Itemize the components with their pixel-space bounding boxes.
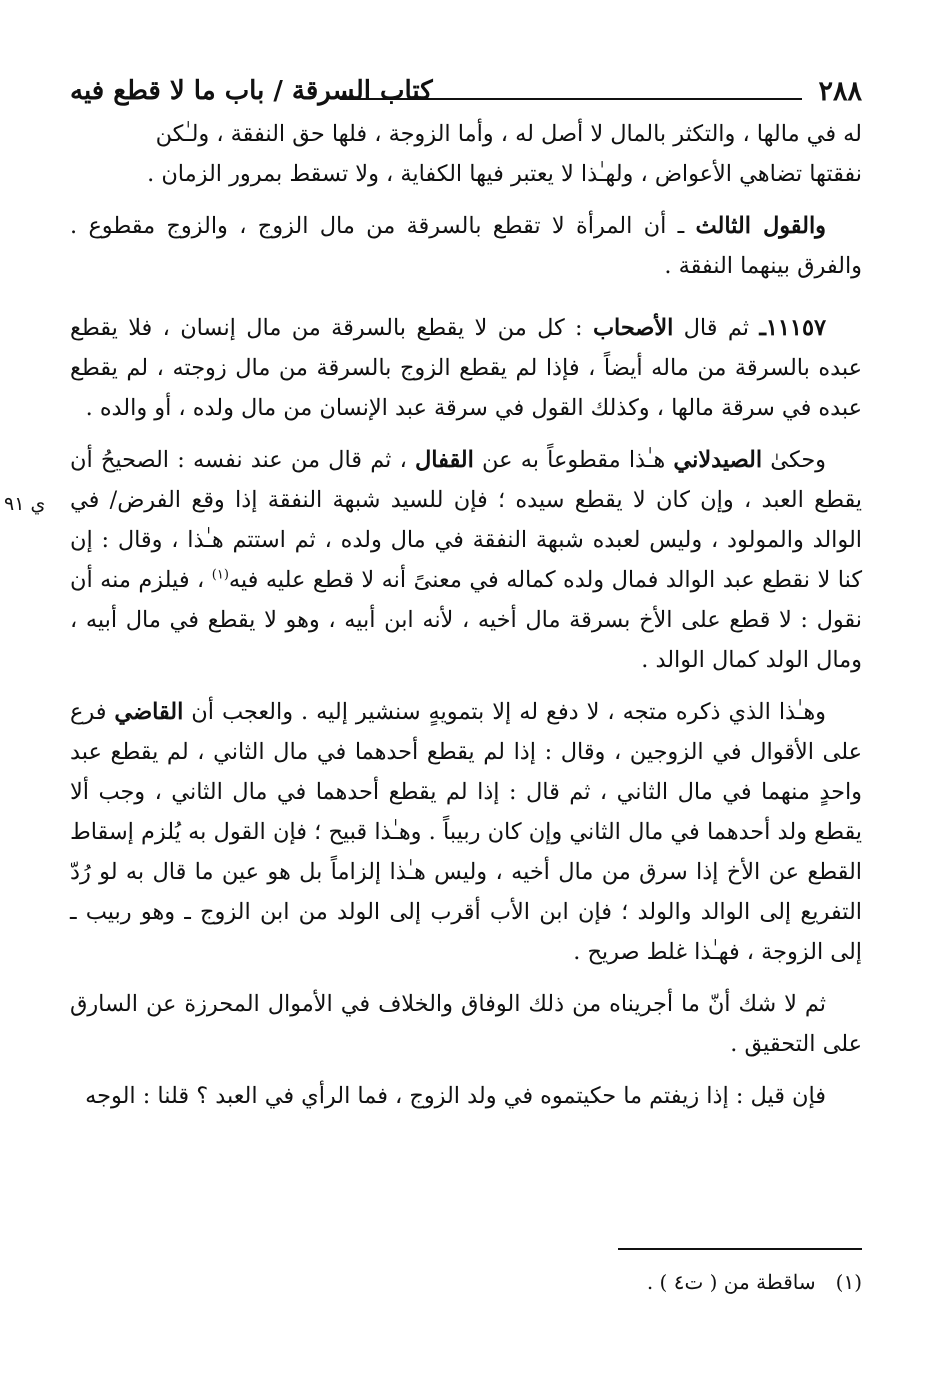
main-text bbox=[4, 114, 862, 1116]
paragraph-7-text: فإن قيل : إذا زيفتم ما حكيتموه في ولد الزوج ، فما الرأي في العبد ؟ قلنا : الوجه bbox=[85, 1083, 826, 1109]
running-title: كتاب السرقة / باب ما لا قطع فيه bbox=[70, 76, 433, 106]
paragraph-5-lead: القاضي bbox=[114, 699, 184, 725]
page-number: ٢٨٨ bbox=[818, 76, 862, 107]
paragraph-2-text: ـ أن المرأة لا تقطع بالسرقة من مال الزوج ، والزوج مقطوع . والفرق بينهما النفقة . bbox=[70, 213, 862, 279]
paragraph-6-text: ثم لا شك أنّ ما أجريناه من ذلك الوفاق والخلاف في الأموال المحرزة عن السارق على التحقيق . bbox=[70, 991, 862, 1057]
paragraph-7 bbox=[70, 1076, 862, 1116]
paragraph-4 bbox=[4, 440, 862, 680]
paragraph-3-intro: ثم قال bbox=[673, 315, 760, 341]
paragraph-2 bbox=[70, 206, 862, 286]
page-header bbox=[70, 70, 862, 114]
footnote-reference: (١) bbox=[211, 567, 229, 583]
paragraph-1-line-1: له في مالها ، والتكثر بالمال لا أصل له ، وأما الزوجة ، فلها حق النفقة ، ولـٰكن bbox=[155, 121, 862, 147]
footnote bbox=[647, 1270, 862, 1294]
paragraph-3-lead: الأصحاب bbox=[592, 315, 674, 341]
paragraph-1 bbox=[70, 114, 862, 194]
footnote-number: (١) bbox=[835, 1270, 862, 1294]
footnote-rule bbox=[618, 1248, 862, 1250]
paragraph-6 bbox=[70, 984, 862, 1064]
paragraph-4-mid: هـٰذا مقطوعاً به عن bbox=[473, 447, 674, 473]
paragraph-4-text-2: ، فيلزم منه أن نقول : لا قطع على الأخ بسرقة مال أخيه ، لأنه ابن أبيه ، وهو لا يقطع في مال أبيه ، ومال الولد كمال الوالد . bbox=[70, 567, 862, 673]
paragraph-3 bbox=[70, 308, 862, 428]
paragraph-4-pre: وحكىٰ bbox=[762, 447, 826, 473]
paragraph-4-text: ، ثم قال من عند نفسه : الصحيحُ أن يقطع العبد ، وإن كان لا يقطع سيده ؛ فإن للسيد شبهة النفقة إذا وقع الفرض/ في الوالد والمولود ، وليس لعبده شبهة النفقة في مال ولده ، ثم استتم هـٰذا ، وقال : إن كنا لا نقطع عبد الوالد فمال ولده كماله في معنىً أنه لا قطع عليه فيه bbox=[70, 447, 862, 593]
paragraph-3-text: : كل من لا يقطع بالسرقة من مال إنسان ، فلا يقطع عبده بالسرقة من ماله أيضاً ، فإذا لم يقطع الزوج بالسرقة من مال زوجته ، لم يقطع عبده في سرقة مالها ، وكذلك القول في سرقة عبد الإنسان من مال ولده ، أو والده . bbox=[70, 315, 862, 421]
book-page bbox=[4, 70, 862, 1294]
paragraph-3-number: ١١١٥٧ـ bbox=[759, 315, 827, 341]
paragraph-5-text: فرع على الأقوال في الزوجين ، وقال : إذا لم يقطع أحدهما في مال الثاني ، لم يقطع عبد واحدٍ منهما في مال الثاني ، ثم قال : إذا لم يقطع أحدهما في مال الثاني ، وجب ألا يقطع ولد أحدهما في مال الثاني وإن كان ربيباً . وهـٰذا قبيح ؛ فإن القول به يُلزم إسقاط القطع عن الأخ إذا سرق من مال أخيه ، وليس هـٰذا إلزاماً بل هو عين ما قال به لو رُدّ التفريع إلى الوالد والولد ؛ فإن ابن الأب أقرب إلى الولد من ابن الزوج ـ وهو ربيب ـ إلى الزوجة ، فهـٰذا غلط صريح . bbox=[70, 699, 862, 965]
paragraph-1-line-2: نفقتها تضاهي الأعواض ، ولهـٰذا لا يعتبر فيها الكفاية ، ولا تسقط بمرور الزمان . bbox=[147, 161, 862, 187]
paragraph-4-lead-2: القفال bbox=[415, 447, 474, 473]
paragraph-5-pre: وهـٰذا الذي ذكره متجه ، لا دفع له إلا بتمويهٍ سنشير إليه . والعجب أن bbox=[183, 699, 826, 725]
margin-manuscript-ref: ي ٩١ bbox=[4, 493, 46, 515]
footnote-text: ساقطة من ( ت٤ ) . bbox=[646, 1270, 816, 1294]
paragraph-4-lead: الصيدلاني bbox=[673, 447, 763, 473]
paragraph-2-lead: والقول الثالث bbox=[695, 213, 826, 239]
paragraph-5 bbox=[70, 692, 862, 972]
